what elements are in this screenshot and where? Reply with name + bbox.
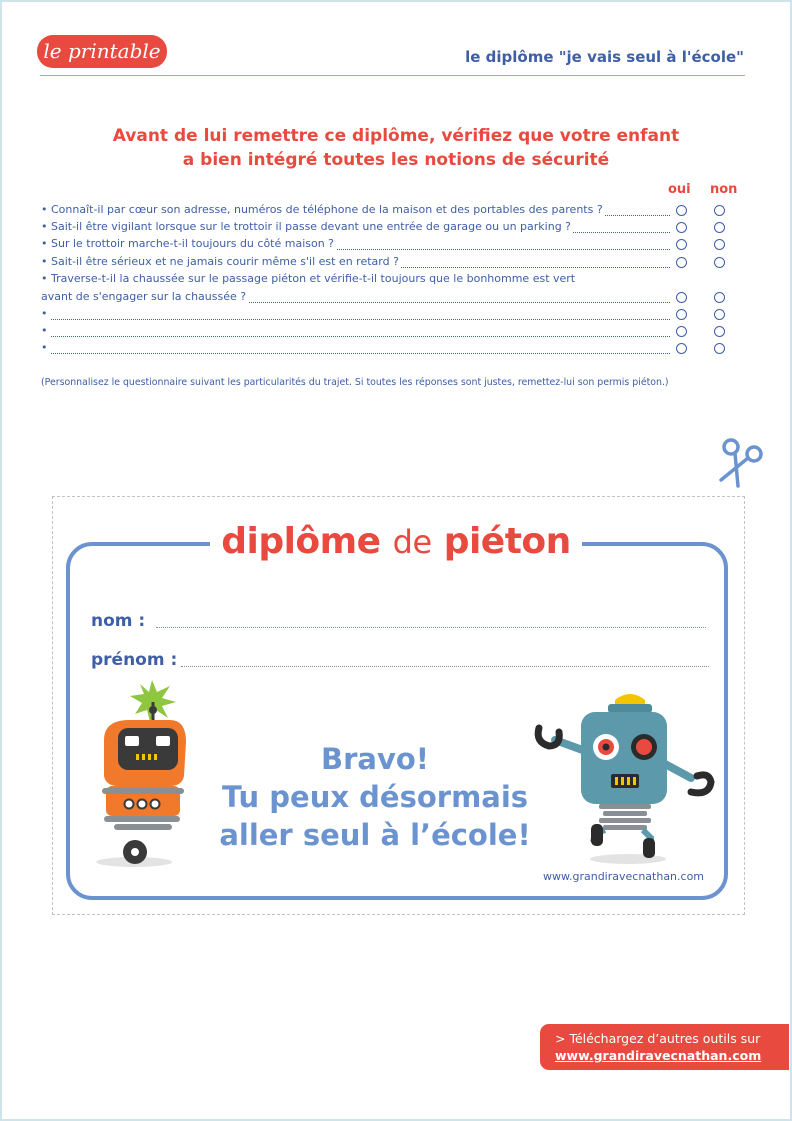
answer-no-radio[interactable] xyxy=(714,257,725,268)
column-yes: oui xyxy=(668,182,691,197)
orange-robot-illustration xyxy=(90,680,198,870)
title-word-3: piéton xyxy=(443,521,571,562)
dot-leader xyxy=(41,319,670,320)
answer-yes-radio[interactable] xyxy=(676,239,687,250)
header-divider xyxy=(40,75,745,76)
question-3: • Sur le trottoir marche-t-il toujours du côté maison ? xyxy=(41,237,335,250)
first-name-label: prénom : xyxy=(91,650,178,670)
column-no: non xyxy=(710,182,738,197)
blank-question-2: • xyxy=(41,324,48,337)
answer-no-radio[interactable] xyxy=(714,222,725,233)
answer-yes-radio[interactable] xyxy=(676,309,687,320)
answer-yes-radio[interactable] xyxy=(676,257,687,268)
name-label: nom : xyxy=(91,611,146,631)
diploma-title xyxy=(210,516,582,568)
answer-yes-radio[interactable] xyxy=(676,205,687,216)
question-2: • Sait-il être vigilant lorsque sur le trottoir il passe devant une entrée de garage ou un parking ? xyxy=(41,220,572,233)
answer-no-radio[interactable] xyxy=(714,205,725,216)
answer-yes-radio[interactable] xyxy=(676,326,687,337)
scissors-icon xyxy=(715,436,767,492)
question-5-line-1: • Traverse-t-il la chaussée sur le passage piéton et vérifie-t-il toujours que le bonhomme est vert xyxy=(41,272,576,285)
blue-robot-illustration xyxy=(533,692,718,867)
congratulations-message xyxy=(200,740,550,854)
dot-leader xyxy=(41,336,670,337)
answer-yes-radio[interactable] xyxy=(676,222,687,233)
answer-yes-radio[interactable] xyxy=(676,343,687,354)
blank-question-1: • xyxy=(41,307,48,320)
answer-no-radio[interactable] xyxy=(714,326,725,337)
question-4: • Sait-il être sérieux et ne jamais courir même s'il est en retard ? xyxy=(41,255,399,268)
download-banner[interactable] xyxy=(540,1024,789,1070)
name-field[interactable] xyxy=(156,627,706,628)
answer-no-radio[interactable] xyxy=(714,239,725,250)
answer-no-radio[interactable] xyxy=(714,343,725,354)
bravo-line-3: aller seul à l’école! xyxy=(219,818,531,852)
instruction-note: (Personnalisez le questionnaire suivant les particularités du trajet. Si toutes les réponses sont justes, remettez-lui son permis piéton.) xyxy=(41,377,669,388)
download-link[interactable]: www.grandiravecnathan.com xyxy=(555,1048,762,1063)
answer-no-radio[interactable] xyxy=(714,292,725,303)
question-1: • Connaît-il par cœur son adresse, numéros de téléphone de la maison et des portables des parents ? xyxy=(41,203,603,216)
first-name-field[interactable] xyxy=(181,666,709,667)
bravo-line-1: Bravo! xyxy=(320,742,430,776)
dot-leader xyxy=(41,353,670,354)
answer-yes-radio[interactable] xyxy=(676,292,687,303)
title-word-2: de xyxy=(392,523,432,561)
brand-logo[interactable]: le printable xyxy=(37,35,167,68)
blank-question-3: • xyxy=(41,341,48,354)
download-text: > Téléchargez d’autres outils sur xyxy=(555,1031,761,1046)
answer-no-radio[interactable] xyxy=(714,309,725,320)
title-word-1: diplôme xyxy=(221,521,381,562)
diploma-website[interactable]: www.grandiravecnathan.com xyxy=(543,870,705,883)
document-title: le diplôme "je vais seul à l'école" xyxy=(465,48,744,66)
intro-line-2: a bien intégré toutes les notions de sécurité xyxy=(182,150,610,170)
intro-line-1: Avant de lui remettre ce diplôme, vérifiez que votre enfant xyxy=(112,126,680,146)
bravo-line-2: Tu peux désormais xyxy=(221,780,529,814)
question-5-line-2: avant de s'engager sur la chaussée ? xyxy=(41,290,247,303)
